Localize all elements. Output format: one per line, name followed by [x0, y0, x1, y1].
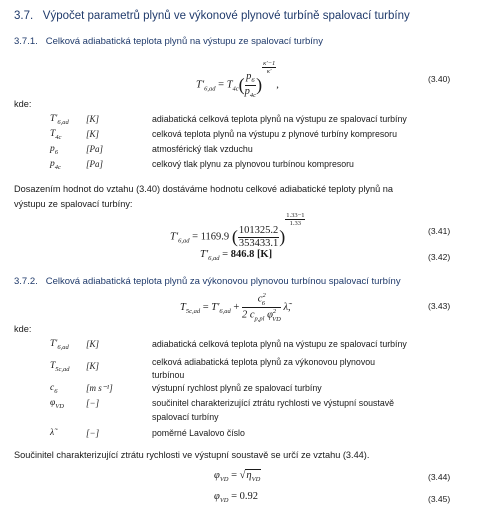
var-description-cont: turbínou	[152, 370, 185, 380]
sqrt-radicand	[245, 469, 261, 484]
var-description: celkový tlak plynu za plynovou turbínou kompresoru	[152, 159, 354, 169]
fraction-denominator-sub: p,pl	[254, 315, 265, 323]
kinetic-term-fraction	[242, 292, 281, 323]
equation-number-3-45: (3.45)	[428, 494, 451, 504]
var-unit: [Pa]	[86, 159, 104, 169]
var-description-cont: spalovací turbíny	[152, 412, 219, 422]
eq-lambda: λ̃	[283, 301, 288, 313]
kde-label-1: kde:	[14, 99, 32, 109]
equation-3-45	[214, 491, 258, 504]
sqrt-sign: √	[239, 470, 246, 481]
equation-3-43	[180, 292, 291, 323]
equation-3-40: $T'_{6,ad} = T_{4c}$( $\frac{p_6}{p_{4c}}$ ) $\frac{\kappa'-1}{\kappa'}$ ,	[196, 60, 279, 99]
eq-comma: ,	[276, 79, 279, 91]
subsection-number: 3.7.1.	[14, 36, 38, 47]
fraction-numerator-sub: 6	[251, 77, 255, 85]
eq-term: T′	[211, 301, 220, 313]
equation-number-3-43: (3.43)	[428, 301, 451, 311]
subsection-number: 3.7.2.	[14, 276, 38, 287]
var-unit: [Pa]	[86, 144, 104, 154]
eq-sign: =	[222, 249, 229, 260]
var-description: celková teplota plynů na výstupu z plynové turbíny kompresoru	[152, 129, 397, 139]
eq-coefficient: 1169.9	[200, 231, 230, 243]
var-symbol: $T'_{6,ad}$	[50, 114, 69, 126]
eq-term-sub: 6,ad	[219, 308, 231, 316]
pressure-ratio-fraction	[238, 225, 279, 250]
var-description: adiabatická celková teplota plynů na výstupu ze spalovací turbíny	[152, 339, 407, 349]
fraction-numerator-sup: 2	[262, 292, 266, 299]
kde-label-2: kde:	[14, 324, 32, 334]
eq-lhs: T′	[200, 249, 209, 260]
subsection-title: Celková adiabatická teplota plynů na výstupu ze spalovací turbíny	[45, 36, 323, 47]
var-unit: [m s⁻¹]	[86, 383, 113, 393]
var-unit: [K]	[86, 339, 100, 349]
subsection-heading-2	[14, 276, 401, 287]
fraction-numerator-sub: 6	[261, 299, 265, 307]
var-symbol: $c_6$	[50, 383, 58, 395]
equation-number-3-41: (3.41)	[428, 226, 451, 236]
radicand-eta: η	[246, 470, 252, 481]
section-title: Výpočet parametrů plynů ve výkonové plynové turbíně spalovací turbíny	[42, 10, 410, 22]
fraction-denominator-sub: 4c	[249, 91, 257, 99]
var-description: atmosférický tlak vzduchu	[152, 144, 253, 154]
var-description: součinitel charakterizující ztrátu rychlosti ve výstupní soustavě	[152, 398, 395, 408]
eq-comma: ,	[288, 301, 291, 313]
var-symbol: $T'_{6,ad}$	[50, 339, 69, 351]
exponent-numerator: κ′−1	[263, 60, 276, 67]
paragraph-1-line-1: Dosazením hodnot do vztahu (3.40) dostáváme hodnotu celkové adiabatické teploty plynů na	[14, 184, 393, 194]
exponent-fraction	[285, 212, 305, 228]
phi-sub: VD	[272, 315, 281, 323]
exponent-numerator: 1.33−1	[286, 212, 305, 219]
section-heading	[14, 10, 410, 22]
radicand-sub: VD	[251, 476, 261, 484]
eq-lhs-sub: 6,ad	[208, 255, 220, 263]
var-description: celková adiabatická teplota plynů za výkonovou plynovou	[152, 357, 375, 367]
exponent-denominator: 1.33	[289, 220, 302, 228]
var-unit: [−]	[86, 428, 100, 438]
equation-number-3-40: (3.40)	[428, 74, 451, 84]
fraction-denominator: 2 c	[241, 309, 255, 321]
equation-number-3-42: (3.42)	[428, 252, 451, 262]
eq-term-sub: 4c	[232, 85, 239, 93]
subsection-heading-1	[14, 36, 323, 47]
var-unit: [K]	[86, 361, 100, 371]
fraction-numerator: c	[257, 293, 263, 305]
eq-term: T	[226, 79, 233, 91]
eq-sign: =	[192, 231, 199, 243]
var-unit: [K]	[86, 129, 100, 139]
equation-3-44	[214, 470, 261, 483]
paragraph-2: Součinitel charakterizující ztrátu rychlosti ve výstupní soustavě se určí ze vztahu (3.44).	[14, 450, 370, 460]
equation-number-3-44: (3.44)	[428, 472, 451, 482]
subsection-title: Celková adiabatická teplota plynů za výkonovou plynovou turbínou spalovací turbíny	[45, 276, 401, 287]
exponent-denominator: κ′	[266, 68, 272, 76]
equation-3-42	[200, 249, 272, 262]
eq-lhs: T′	[170, 231, 179, 243]
var-description: výstupní rychlost plynů ze spalovací turbíny	[152, 383, 322, 393]
var-unit: [−]	[86, 398, 100, 408]
eq-plus: +	[233, 301, 240, 313]
equation-3-41: $T'_{6,ad} = 1169.9$ ( $\frac{101325.2}{353433.1}$ ) $\frac{1.33-1}{1.33}$	[170, 212, 305, 249]
eq-lhs-sub: 6,ad	[178, 237, 190, 245]
eq-sign: =	[231, 491, 238, 502]
eq-lhs-sub: VD	[219, 476, 229, 484]
var-description: poměrné Lavalovo číslo	[152, 428, 245, 438]
eq-lhs: φ	[214, 491, 220, 502]
eq-result: 846.8 [K]	[230, 249, 273, 260]
fraction-numerator: p	[246, 71, 252, 82]
var-symbol: $p_6$	[50, 144, 58, 156]
fraction-denominator: p	[244, 85, 250, 97]
pressure-ratio-fraction	[245, 71, 256, 99]
eq-sign: =	[202, 301, 209, 313]
exponent-fraction	[262, 60, 276, 76]
eq-lhs: T′	[196, 79, 205, 91]
fraction-denominator: 353433.1	[238, 237, 279, 249]
eq-lhs-sub: VD	[219, 497, 229, 505]
var-symbol: $p_{4c}$	[50, 159, 61, 171]
eq-lhs-sub: 6,ad	[204, 85, 216, 93]
var-description: adiabatická celková teplota plynů na výstupu ze spalovací turbíny	[152, 114, 407, 124]
section-number: 3.7.	[14, 10, 34, 22]
fraction-numerator: 101325.2	[238, 225, 279, 238]
eq-result: 0.92	[239, 491, 259, 502]
paragraph-1-line-2: výstupu ze spalovací turbíny:	[14, 199, 133, 209]
var-symbol: $T_{5c,ad}$	[50, 361, 70, 373]
var-unit: [K]	[86, 114, 100, 124]
eq-lhs: φ	[214, 470, 220, 481]
eq-sign: =	[231, 470, 238, 481]
fraction-denominator-phi: φ	[267, 309, 273, 321]
eq-lhs-sub: 5c,ad	[185, 308, 201, 316]
eq-lhs: T	[180, 301, 186, 313]
var-symbol: $\varphi_{VD}$	[50, 398, 64, 410]
var-symbol: λ̃	[50, 428, 55, 438]
phi-sup: 2	[272, 308, 277, 316]
var-symbol: $T_{4c}$	[50, 129, 62, 141]
eq-sign: =	[218, 79, 225, 91]
